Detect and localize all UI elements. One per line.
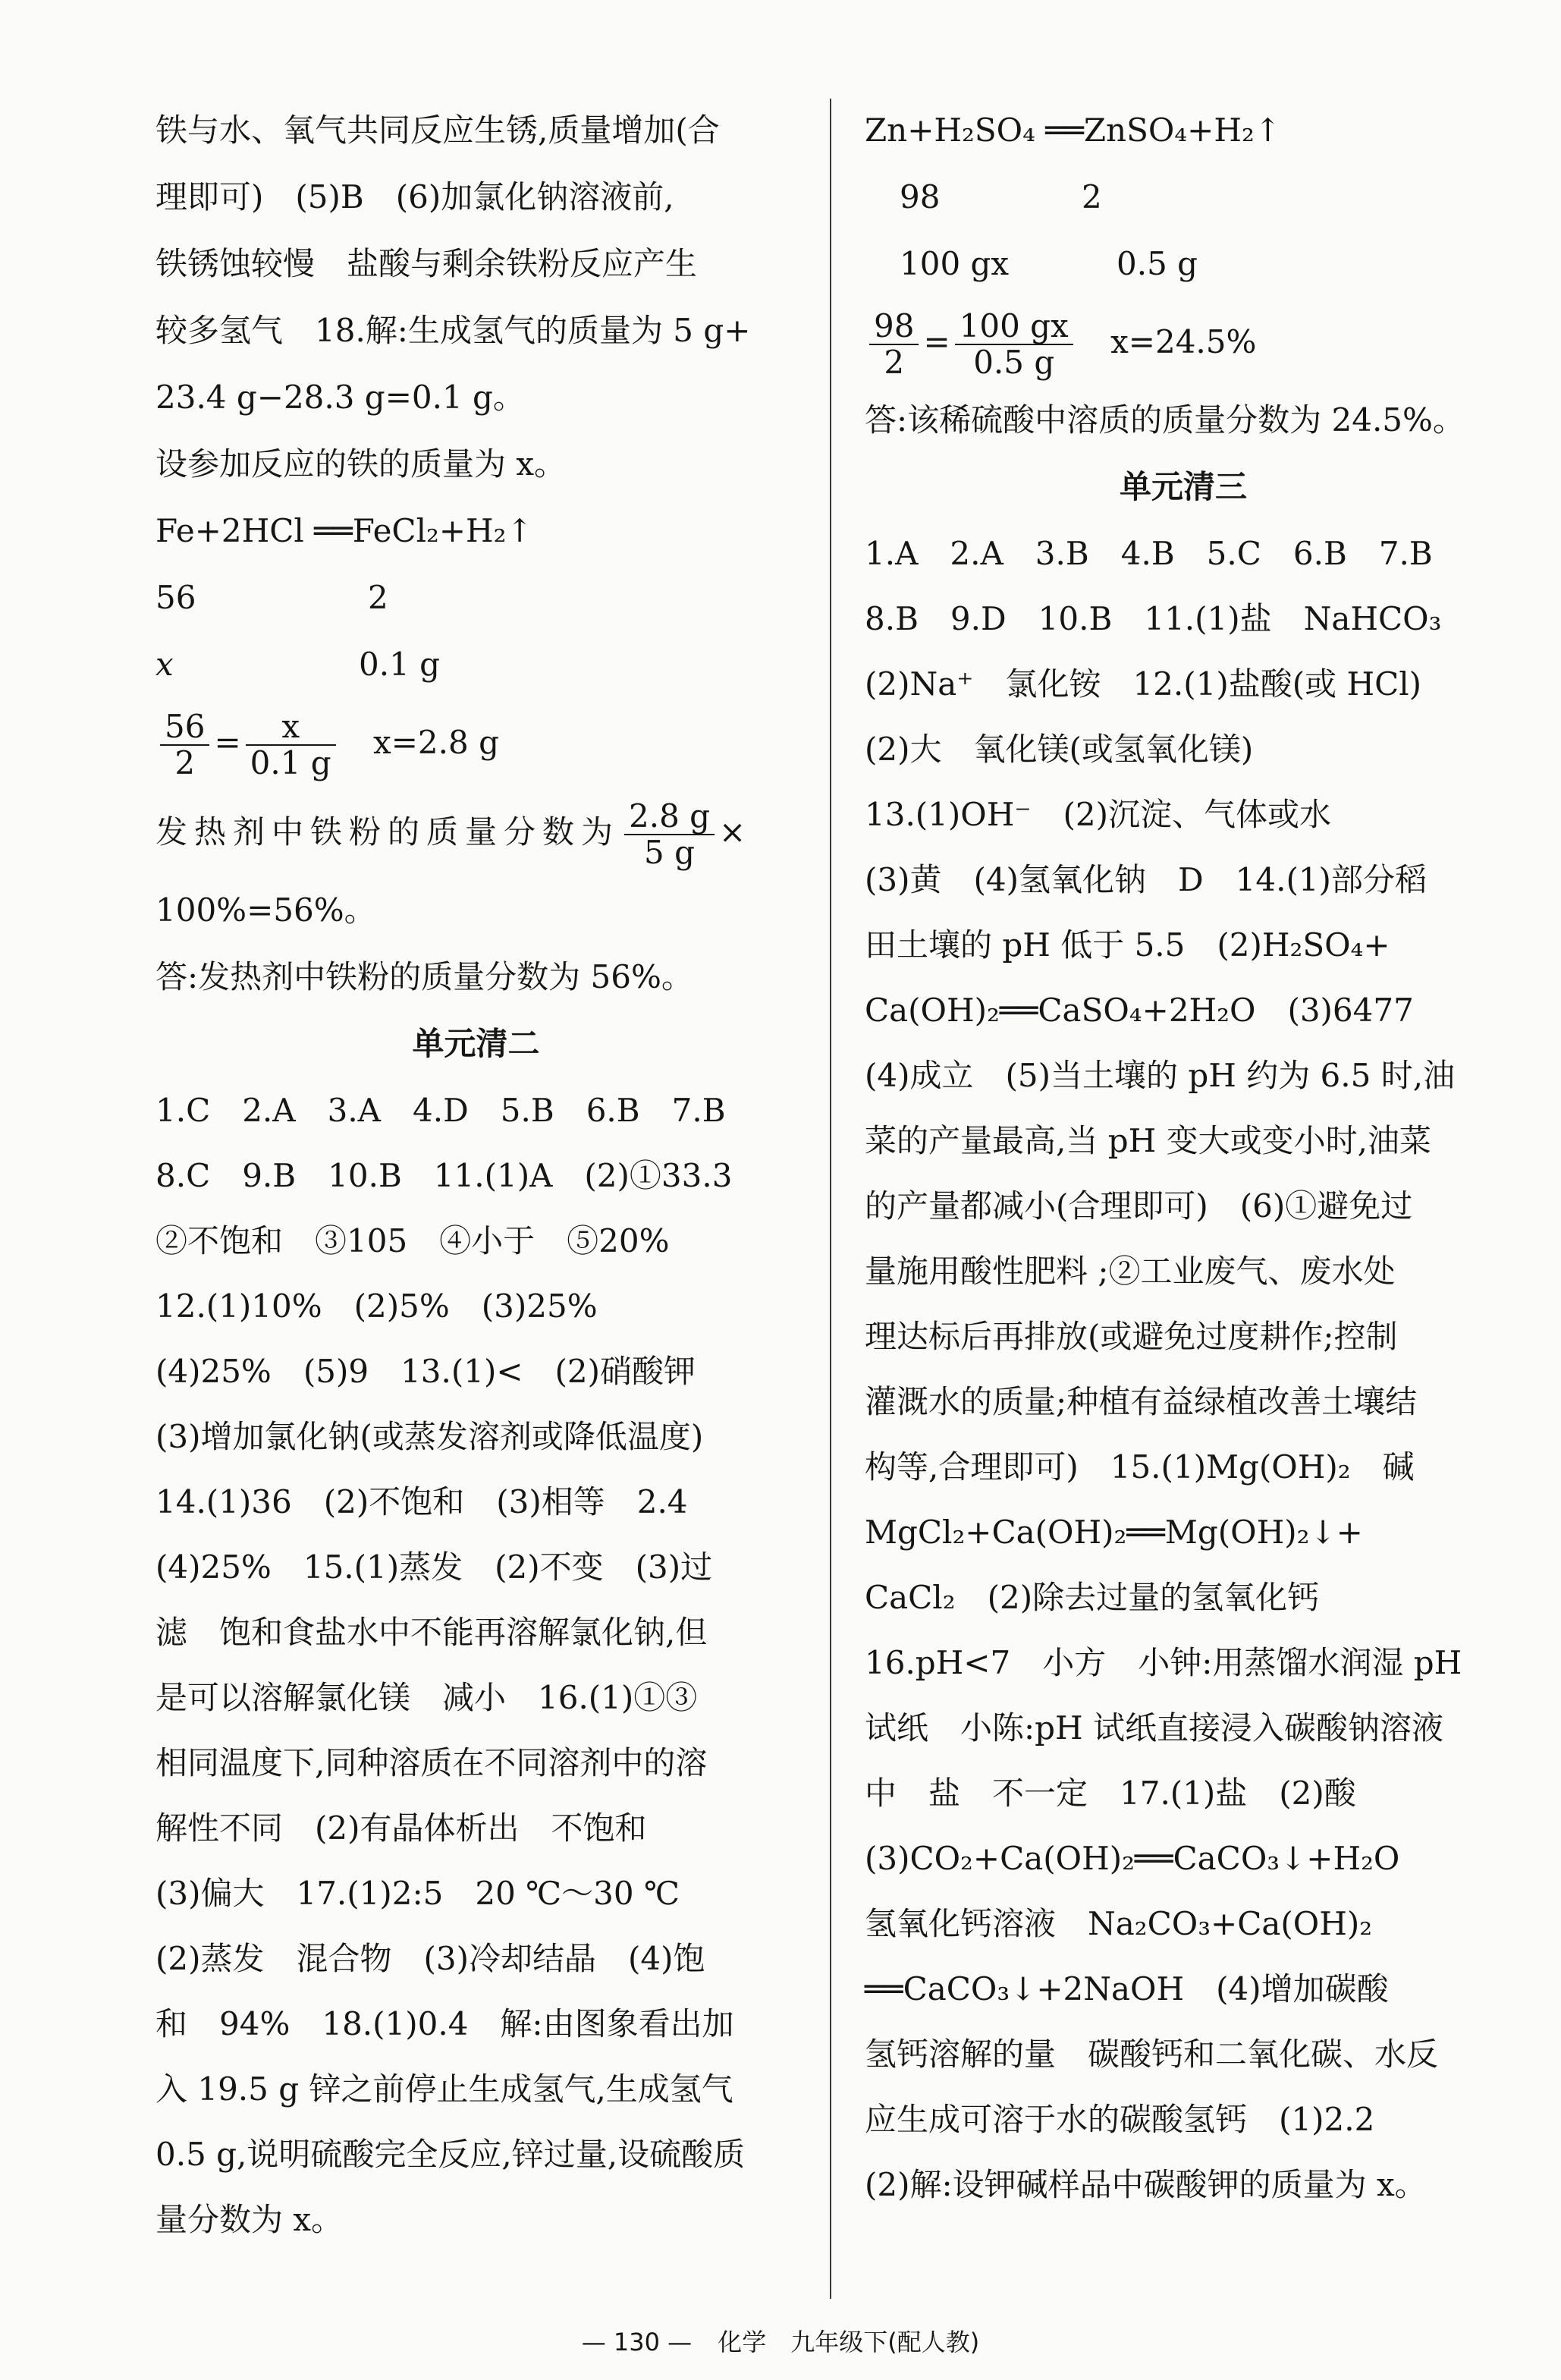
ratio-line [155,631,796,698]
answer-line: 16.pH<7 小方 小钟:用蒸馏水润湿 pH [865,1644,1462,1681]
answer-line: 滤 饱和食盐水中不能再溶解氯化钠,但 [155,1614,708,1651]
answer-line: (2)解:设钾碱样品中碳酸钾的质量为 x。 [865,2166,1427,2203]
fraction [624,799,715,870]
ratio-value: 0.1 g [359,646,441,683]
answer-line: 和 94% 18.(1)0.4 解:由图象看出加 [155,2005,734,2042]
text: 发热剂中铁粉的质量分数为 [155,813,620,850]
result: x=24.5% [1110,323,1257,360]
answer-line: 菜的产量最高,当 pH 变大或变小时,油菜 [865,1122,1431,1159]
text-line: 23.4 g−28.3 g=0.1 g。 [155,379,525,416]
answer-line: 13.(1)OH⁻ (2)沉淀、气体或水 [865,796,1332,833]
answer-line: 田土壤的 pH 低于 5.5 (2)H₂SO₄+ [865,926,1390,964]
book-subject: 化学 九年级下(配人教) [718,2328,980,2356]
ratio-value: 98 [900,178,941,215]
answer-line: 0.5 g,说明硫酸完全反应,锌过量,设硫酸质 [155,2136,746,2173]
answer-line: (3)黄 (4)氢氧化钠 D 14.(1)部分稻 [865,861,1427,898]
right-column [865,97,1502,2217]
fraction [869,309,919,380]
answer-line: (3)偏大 17.(1)2:5 20 ℃～30 ℃ [155,1875,680,1912]
answer-line: (2)Na⁺ 氯化铵 12.(1)盐酸(或 HCl) [865,665,1422,703]
section-heading: 单元清三 [1119,468,1247,505]
result: x=2.8 g [373,724,499,761]
answer-line: 的产量都减小(合理即可) (6)①避免过 [865,1187,1413,1225]
answer-line: 8.C 9.B 10.B 11.(1)A (2)①33.3 [155,1157,733,1194]
answer-line: (3)CO₂+Ca(OH)₂══CaCO₃↓+H₂O [865,1840,1400,1877]
answer-line: (3)增加氯化钠(或蒸发溶剂或降低温度) [155,1418,704,1455]
answer-line: 12.(1)10% (2)5% (3)25% [155,1287,598,1325]
numerator: 56 [160,709,209,746]
denominator: 0.1 g [250,744,331,781]
proportion-line: $\frac{56}{2}$ = $\frac{x}{0.1 g}$ x=2.8 g [155,698,796,788]
text-line [155,788,796,877]
answer-line: Ca(OH)₂══CaSO₄+2H₂O (3)6477 [865,992,1414,1029]
page-number: — 130 — [581,2328,693,2356]
answer-line: 中 盐 不一定 17.(1)盐 (2)酸 [865,1775,1356,1812]
denominator: 0.5 g [973,344,1055,381]
numerator: x [246,709,336,746]
answer-line: 氢钙溶解的量 碳酸钙和二氧化碳、水反 [865,2036,1439,2073]
answer-line: 量施用酸性肥料 ;②工业废气、废水处 [865,1253,1396,1290]
answer-line: (2)蒸发 混合物 (3)冷却结晶 (4)饱 [155,1940,705,1977]
answer-line: MgCl₂+Ca(OH)₂══Mg(OH)₂↓+ [865,1514,1363,1551]
text-line: 铁与水、氧气共同反应生锈,质量增加(合 [155,112,720,149]
denominator: 5 g [644,834,696,871]
text-line: 100%=56%。 [155,891,376,929]
denominator: 2 [884,344,905,381]
text-line: 铁锈蚀较慢 盐酸与剩余铁粉反应产生 [155,245,698,282]
answer-line: 量分数为 x。 [155,2201,344,2238]
ratio-value: 2 [368,579,388,616]
column-divider [830,99,831,2299]
page-footer [0,2323,1561,2358]
ratio-line [865,164,1502,231]
answer-line: 答:该稀硫酸中溶质的质量分数为 24.5%。 [865,401,1465,439]
answer-line: ══CaCO₃↓+2NaOH (4)增加碳酸 [865,1970,1389,2007]
text-line: 较多氢气 18.解:生成氢气的质量为 5 g+ [155,312,751,349]
answer-line: 应生成可溶于水的碳酸氢钙 (1)2.2 [865,2101,1375,2138]
ratio-line [865,231,1502,297]
answer-line: 答:发热剂中铁粉的质量分数为 56%。 [155,958,693,995]
ratio-value: x [155,646,174,683]
answer-line: (4)25% (5)9 13.(1)< (2)硝酸钾 [155,1353,696,1390]
numerator: 100 gx [955,309,1073,345]
answer-line: 入 19.5 g 锌之前停止生成氢气,生成氢气 [155,2070,733,2108]
answer-line: 灌溉水的质量;种植有益绿植改善土壤结 [865,1383,1418,1420]
answer-line: (4)25% 15.(1)蒸发 (2)不变 (3)过 [155,1548,713,1586]
answer-line: 氢氧化钙溶液 Na₂CO₃+Ca(OH)₂ [865,1905,1373,1942]
answer-line: 14.(1)36 (2)不饱和 (3)相等 2.4 [155,1483,688,1520]
text: × [719,813,746,850]
answer-line: (4)成立 (5)当土壤的 pH 约为 6.5 时,油 [865,1057,1456,1094]
fraction [246,709,336,781]
ratio-value: 0.5 g [1117,245,1198,282]
fraction [160,709,209,781]
answer-line: 1.C 2.A 3.A 4.D 5.B 6.B 7.B [155,1092,726,1129]
answer-line: 试纸 小陈:pH 试纸直接浸入碳酸钠溶液 [865,1709,1444,1746]
answer-line: (2)大 氧化镁(或氢氧化镁) [865,731,1254,768]
answer-line: 相同温度下,同种溶质在不同溶剂中的溶 [155,1744,708,1781]
numerator: 98 [869,309,919,345]
ratio-value: 56 [155,579,196,616]
numerator: 2.8 g [624,799,715,835]
left-column [155,97,796,2252]
equation-line: Zn+H₂SO₄ ══ZnSO₄+H₂↑ [865,112,1281,149]
answer-line: 理达标后再排放(或避免过度耕作;控制 [865,1318,1398,1355]
text-line: 设参加反应的铁的质量为 x。 [155,445,567,483]
equation-line: Fe+2HCl ══FeCl₂+H₂↑ [155,512,533,549]
answer-line: 构等,合理即可) 15.(1)Mg(OH)₂ 碱 [865,1448,1415,1486]
ratio-value: 100 gx [900,245,1010,282]
section-heading: 单元清二 [412,1025,540,1062]
text-line: 理即可) (5)B (6)加氯化钠溶液前, [155,178,674,215]
answer-line: ②不饱和 ③105 ④小于 ⑤20% [155,1222,670,1259]
ratio-value: 2 [1082,178,1102,215]
answer-line: 1.A 2.A 3.B 4.B 5.C 6.B 7.B [865,535,1433,572]
fraction [955,309,1073,380]
answer-line: 解性不同 (2)有晶体析出 不饱和 [155,1809,647,1847]
answer-line: CaCl₂ (2)除去过量的氢氧化钙 [865,1579,1320,1616]
answer-line: 是可以溶解氯化镁 减小 16.(1)①③ [155,1679,698,1716]
answer-line: 8.B 9.D 10.B 11.(1)盐 NaHCO₃ [865,600,1442,637]
denominator: 2 [174,744,196,781]
proportion-line: $\frac{98}{2}$ = $\frac{100 gx}{0.5 g}$ x=24.5% [865,297,1502,387]
ratio-line [155,564,796,631]
